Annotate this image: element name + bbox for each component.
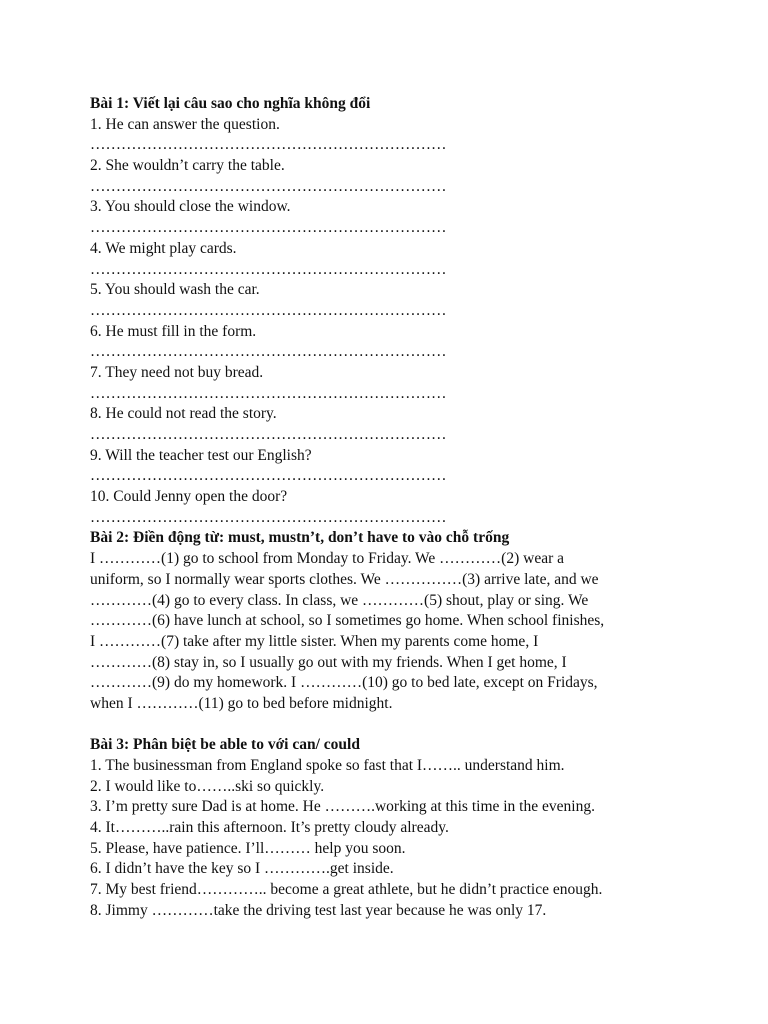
- section1-item: [90, 363, 690, 404]
- section3-item: 4. It………..rain this afternoon. It’s pretty cloudy already.: [90, 819, 449, 837]
- answer-line: ……………………………………………………………: [90, 136, 447, 154]
- section1-item: [90, 404, 690, 445]
- section3-item: 3. I’m pretty sure Dad is at home. He ……….working at this time in the evening.: [90, 798, 595, 816]
- question-text: 6. He must fill in the form.: [90, 322, 257, 340]
- question-text: 2. She wouldn’t carry the table.: [90, 157, 285, 175]
- paragraph-line: …………(6) have lunch at school, so I sometimes go home. When school finishes,: [90, 612, 605, 630]
- answer-line: ……………………………………………………………: [90, 384, 447, 402]
- section3-item: 2. I would like to……..ski so quickly.: [90, 777, 325, 795]
- answer-line: ……………………………………………………………: [90, 343, 447, 361]
- answer-line: ……………………………………………………………: [90, 508, 447, 526]
- question-text: 9. Will the teacher test our English?: [90, 446, 312, 464]
- section1-item: [90, 322, 690, 363]
- section1-heading: Bài 1: Viết lại câu sao cho nghĩa không đổi: [90, 95, 371, 112]
- paragraph-line: I …………(1) go to school from Monday to Friday. We …………(2) wear a: [90, 550, 564, 568]
- answer-line: ……………………………………………………………: [90, 426, 447, 443]
- paragraph-line: …………(4) go to every class. In class, we …………(5) shout, play or sing. We: [90, 591, 589, 609]
- section1-item: [90, 197, 690, 238]
- paragraph-line: uniform, so I normally wear sports clothes. We ……………(3) arrive late, and we: [90, 570, 599, 588]
- section3-item: 1. The businessman from England spoke so fast that I…….. understand him.: [90, 757, 565, 774]
- paragraph-line: …………(9) do my homework. I …………(10) go to bed late, except on Fridays,: [90, 674, 598, 692]
- answer-line: ……………………………………………………………: [90, 260, 447, 278]
- section1-item: [90, 239, 690, 280]
- question-text: 4. We might play cards.: [90, 239, 237, 257]
- section1-item: [90, 156, 690, 197]
- paragraph-line: when I …………(11) go to bed before midnight.: [90, 694, 393, 712]
- question-text: 3. You should close the window.: [90, 198, 291, 216]
- question-text: 5. You should wash the car.: [90, 281, 260, 299]
- worksheet-page: [90, 94, 690, 922]
- section1-item: [90, 280, 690, 321]
- section-gap: [90, 715, 690, 736]
- section1-item: [90, 446, 690, 487]
- section3-heading: Bài 3: Phân biệt be able to với can/ could: [90, 736, 360, 754]
- paragraph-line: I …………(7) take after my little sister. When my parents come home, I: [90, 632, 539, 650]
- section3-item: 5. Please, have patience. I’ll……… help you soon.: [90, 839, 406, 857]
- answer-line: ……………………………………………………………: [90, 219, 447, 237]
- answer-line: ……………………………………………………………: [90, 467, 447, 485]
- question-text: 1. He can answer the question.: [90, 115, 280, 133]
- answer-line: ……………………………………………………………: [90, 177, 447, 195]
- section2-paragraph: [90, 549, 690, 715]
- question-text: 10. Could Jenny open the door?: [90, 488, 288, 506]
- question-text: 8. He could not read the story.: [90, 405, 277, 423]
- section2-heading: Bài 2: Điền động từ: must, mustn’t, don’t have to vào chỗ trống: [90, 529, 510, 547]
- section3-item: 8. Jimmy …………take the driving test last year because he was only 17.: [90, 901, 547, 919]
- paragraph-line: …………(8) stay in, so I usually go out with my friends. When I get home, I: [90, 653, 567, 671]
- section1-item: [90, 115, 690, 156]
- section3-item: 6. I didn’t have the key so I ………….get inside.: [90, 860, 394, 878]
- section1-item: [90, 487, 690, 528]
- answer-line: ……………………………………………………………: [90, 301, 447, 319]
- section3-item: 7. My best friend………….. become a great athlete, but he didn’t practice enough.: [90, 881, 603, 899]
- question-text: 7. They need not buy bread.: [90, 363, 264, 381]
